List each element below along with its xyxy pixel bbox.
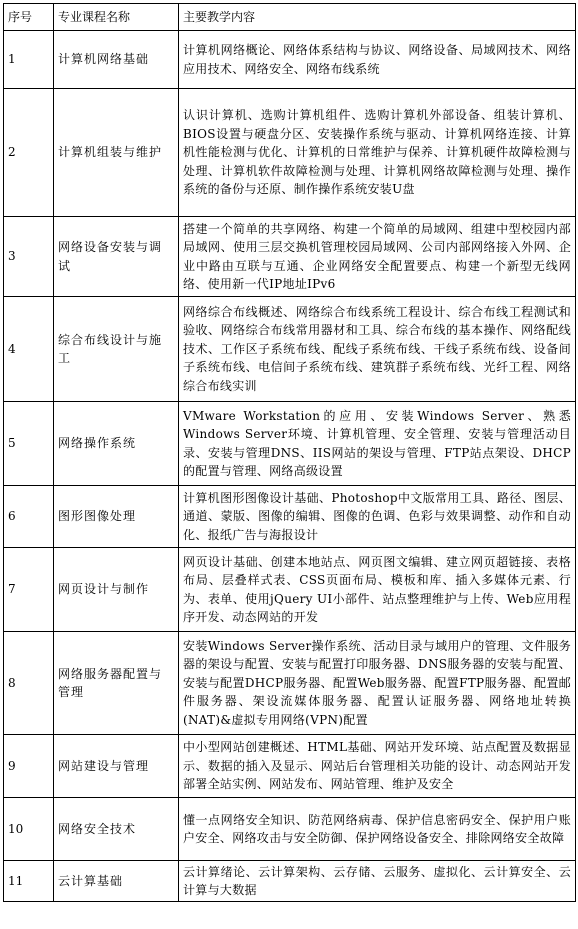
row-content: 认识计算机、选购计算机组件、选购计算机外部设备、组装计算机、BIOS设置与硬盘分区、安装操作系统与驱动、计算机网络连接、计算机性能检测与优化、计算机的日常维护与保养、计算机硬件故障检测与处理、计算机软件故障检测与处理、计算机网络故障检测与处理、操作系统的备份与还原、制作操作系统安装U盘: [179, 89, 576, 217]
table-row: [4, 735, 576, 798]
row-no: 8: [4, 632, 54, 735]
table-row: [4, 798, 576, 861]
row-no: 7: [4, 548, 54, 632]
row-content: 网页设计基础、创建本地站点、网页图文编辑、建立网页超链接、表格布局、层叠样式表、CSS页面布局、模板和库、插入多媒体元素、行为、表单、使用jQuery UI小部件、站点整理维护与上传、Web应用程序开发、动态网站的开发: [179, 548, 576, 632]
row-course-name: 综合布线设计与施工: [54, 297, 179, 402]
row-course-name: 图形图像处理: [54, 486, 179, 548]
course-table: [3, 3, 576, 902]
table-row: [4, 861, 576, 902]
row-no: 11: [4, 861, 54, 902]
row-content: 计算机网络概论、网络体系结构与协议、网络设备、局域网技术、网络应用技术、网络安全、网络布线系统: [179, 31, 576, 89]
table-row: [4, 31, 576, 89]
header-course-name: 专业课程名称: [54, 4, 179, 31]
row-content: 网络综合布线概述、网络综合布线系统工程设计、综合布线工程测试和验收、网络综合布线常用器材和工具、综合布线的基本操作、网络配线技术、工作区子系统布线、配线子系统布线、干线子系统布线、设备间子系统布线、电信间子系统布线、建筑群子系统布线、光纤工程、网络综合布线实训: [179, 297, 576, 402]
table-row: [4, 89, 576, 217]
row-content: 云计算绪论、云计算架构、云存储、云服务、虚拟化、云计算安全、云计算与大数据: [179, 861, 576, 902]
table-row: [4, 402, 576, 486]
row-no: 10: [4, 798, 54, 861]
row-no: 6: [4, 486, 54, 548]
row-content: 懂一点网络安全知识、防范网络病毒、保护信息密码安全、保护用户账户安全、网络攻击与安全防御、保护网络设备安全、排除网络安全故障: [179, 798, 576, 861]
row-no: 3: [4, 217, 54, 297]
row-no: 1: [4, 31, 54, 89]
row-content: 中小型网站创建概述、HTML基础、网站开发环境、站点配置及数据显示、数据的插入及显示、网站后台管理相关功能的设计、动态网站开发部署全站实例、网站发布、网站管理、维护及安全: [179, 735, 576, 798]
row-course-name: 云计算基础: [54, 861, 179, 902]
table-row: [4, 486, 576, 548]
header-no: 序号: [4, 4, 54, 31]
row-no: 9: [4, 735, 54, 798]
row-content: VMware Workstation的应用、安装Windows Server、熟悉Windows Server环境、计算机管理、安全管理、安装与管理活动目录、安装与管理DNS、IIS网站的架设与管理、FTP站点架设、DHCP的配置与管理、网络高级设置: [179, 402, 576, 486]
row-no: 5: [4, 402, 54, 486]
row-course-name: 网络操作系统: [54, 402, 179, 486]
row-no: 2: [4, 89, 54, 217]
row-course-name: 网络设备安装与调试: [54, 217, 179, 297]
row-content: 安装Windows Server操作系统、活动目录与域用户的管理、文件服务器的架设与配置、安装与配置打印服务器、DNS服务器的安装与配置、安装与配置DHCP服务器、配置Web服务器、配置FTP服务器、配置邮件服务器、架设流媒体服务器、配置认证服务器、网络地址转换(NAT)&虚拟专用网络(VPN)配置: [179, 632, 576, 735]
table-header-row: [4, 4, 576, 31]
row-content: 计算机图形图像设计基础、Photoshop中文版常用工具、路径、图层、通道、蒙版、图像的编辑、图像的色调、色彩与效果调整、动作和自动化、报纸广告与海报设计: [179, 486, 576, 548]
row-course-name: 网站建设与管理: [54, 735, 179, 798]
row-no: 4: [4, 297, 54, 402]
row-content: 搭建一个简单的共享网络、构建一个简单的局域网、组建中型校园内部局域网、使用三层交换机管理校园局域网、公司内部网络接入外网、企业中路由互联与互通、企业网络安全配置要点、构建一个新型无线网络、使用新一代IP地址IPv6: [179, 217, 576, 297]
table-row: [4, 632, 576, 735]
header-content: 主要教学内容: [179, 4, 576, 31]
table-row: [4, 297, 576, 402]
row-course-name: 网页设计与制作: [54, 548, 179, 632]
table-row: [4, 548, 576, 632]
row-course-name: 计算机网络基础: [54, 31, 179, 89]
row-course-name: 网络服务器配置与管理: [54, 632, 179, 735]
row-course-name: 计算机组装与维护: [54, 89, 179, 217]
table-row: [4, 217, 576, 297]
row-course-name: 网络安全技术: [54, 798, 179, 861]
